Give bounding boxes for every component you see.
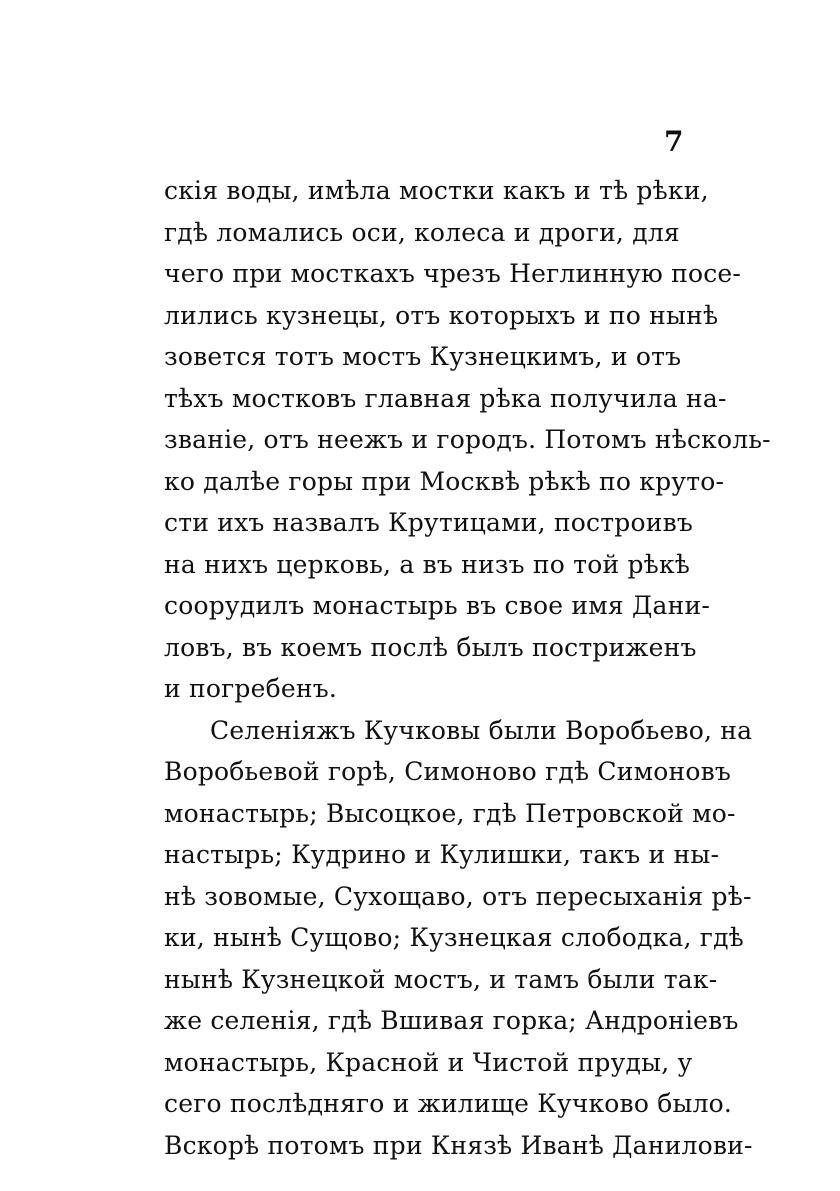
text-line: Воробьевой горѣ, Симоново гдѣ Симоновъ xyxy=(164,757,731,786)
text-line: соорудилъ монастырь въ свое имя Дани- xyxy=(164,591,710,620)
text-line: чего при мосткахъ чрезъ Неглинную посе- xyxy=(164,259,742,288)
page-number: 7 xyxy=(664,125,684,158)
text-line: монастырь, Красной и Чистой пруды, у xyxy=(164,1047,693,1077)
text-line: на нихъ церковь, а въ низъ по той рѣкѣ xyxy=(164,549,691,579)
text-line: ки, нынѣ Сущово; Кузнецкая слободка, гдѣ xyxy=(164,923,744,952)
text-line: Вскорѣ потомъ при Князѣ Иванѣ Данилови- xyxy=(164,1130,753,1160)
text-line: гдѣ ломались оси, колеса и дроги, для xyxy=(164,217,680,247)
text-line: сего послѣдняго и жилище Кучково было. xyxy=(164,1089,733,1118)
text-line: монастырь; Высоцкое, гдѣ Петровской мо- xyxy=(164,798,736,828)
text-line: сти ихъ назвалъ Крутицами, построивъ xyxy=(164,508,693,537)
text-line: зовется тотъ мостъ Кузнецкимъ, и отъ xyxy=(164,342,682,371)
text-line: нынѣ Кузнецкой мостъ, и тамъ были так- xyxy=(164,964,718,994)
text-line: настырь; Кудрино и Кулишки, такъ и ны- xyxy=(164,840,720,869)
text-line: ко далѣе горы при Москвѣ рѣкѣ по круто- xyxy=(164,466,725,496)
text-line: лились кузнецы, отъ которыхъ и по нынѣ xyxy=(164,300,719,330)
paragraph-start-line: Селеніяжъ Кучковы были Воробьево, на xyxy=(210,715,753,745)
text-line: ловъ, въ коемъ послѣ былъ постриженъ xyxy=(164,632,697,662)
text-line: скія воды, имѣла мостки какъ и тѣ рѣки, xyxy=(164,176,709,205)
text-line: же селенія, гдѣ Вшивая горка; Андроніевъ xyxy=(164,1006,739,1035)
text-line: нѣ зовомые, Сухощаво, отъ пересыханія рѣ- xyxy=(164,881,752,911)
text-line: званіе, отъ неежъ и городъ. Потомъ нѣсколь- xyxy=(164,425,771,454)
body-text xyxy=(164,170,771,1166)
text-line: тѣхъ мостковъ главная рѣка получила на- xyxy=(164,383,727,413)
paragraph-end-line: и погребенъ. xyxy=(164,674,337,703)
